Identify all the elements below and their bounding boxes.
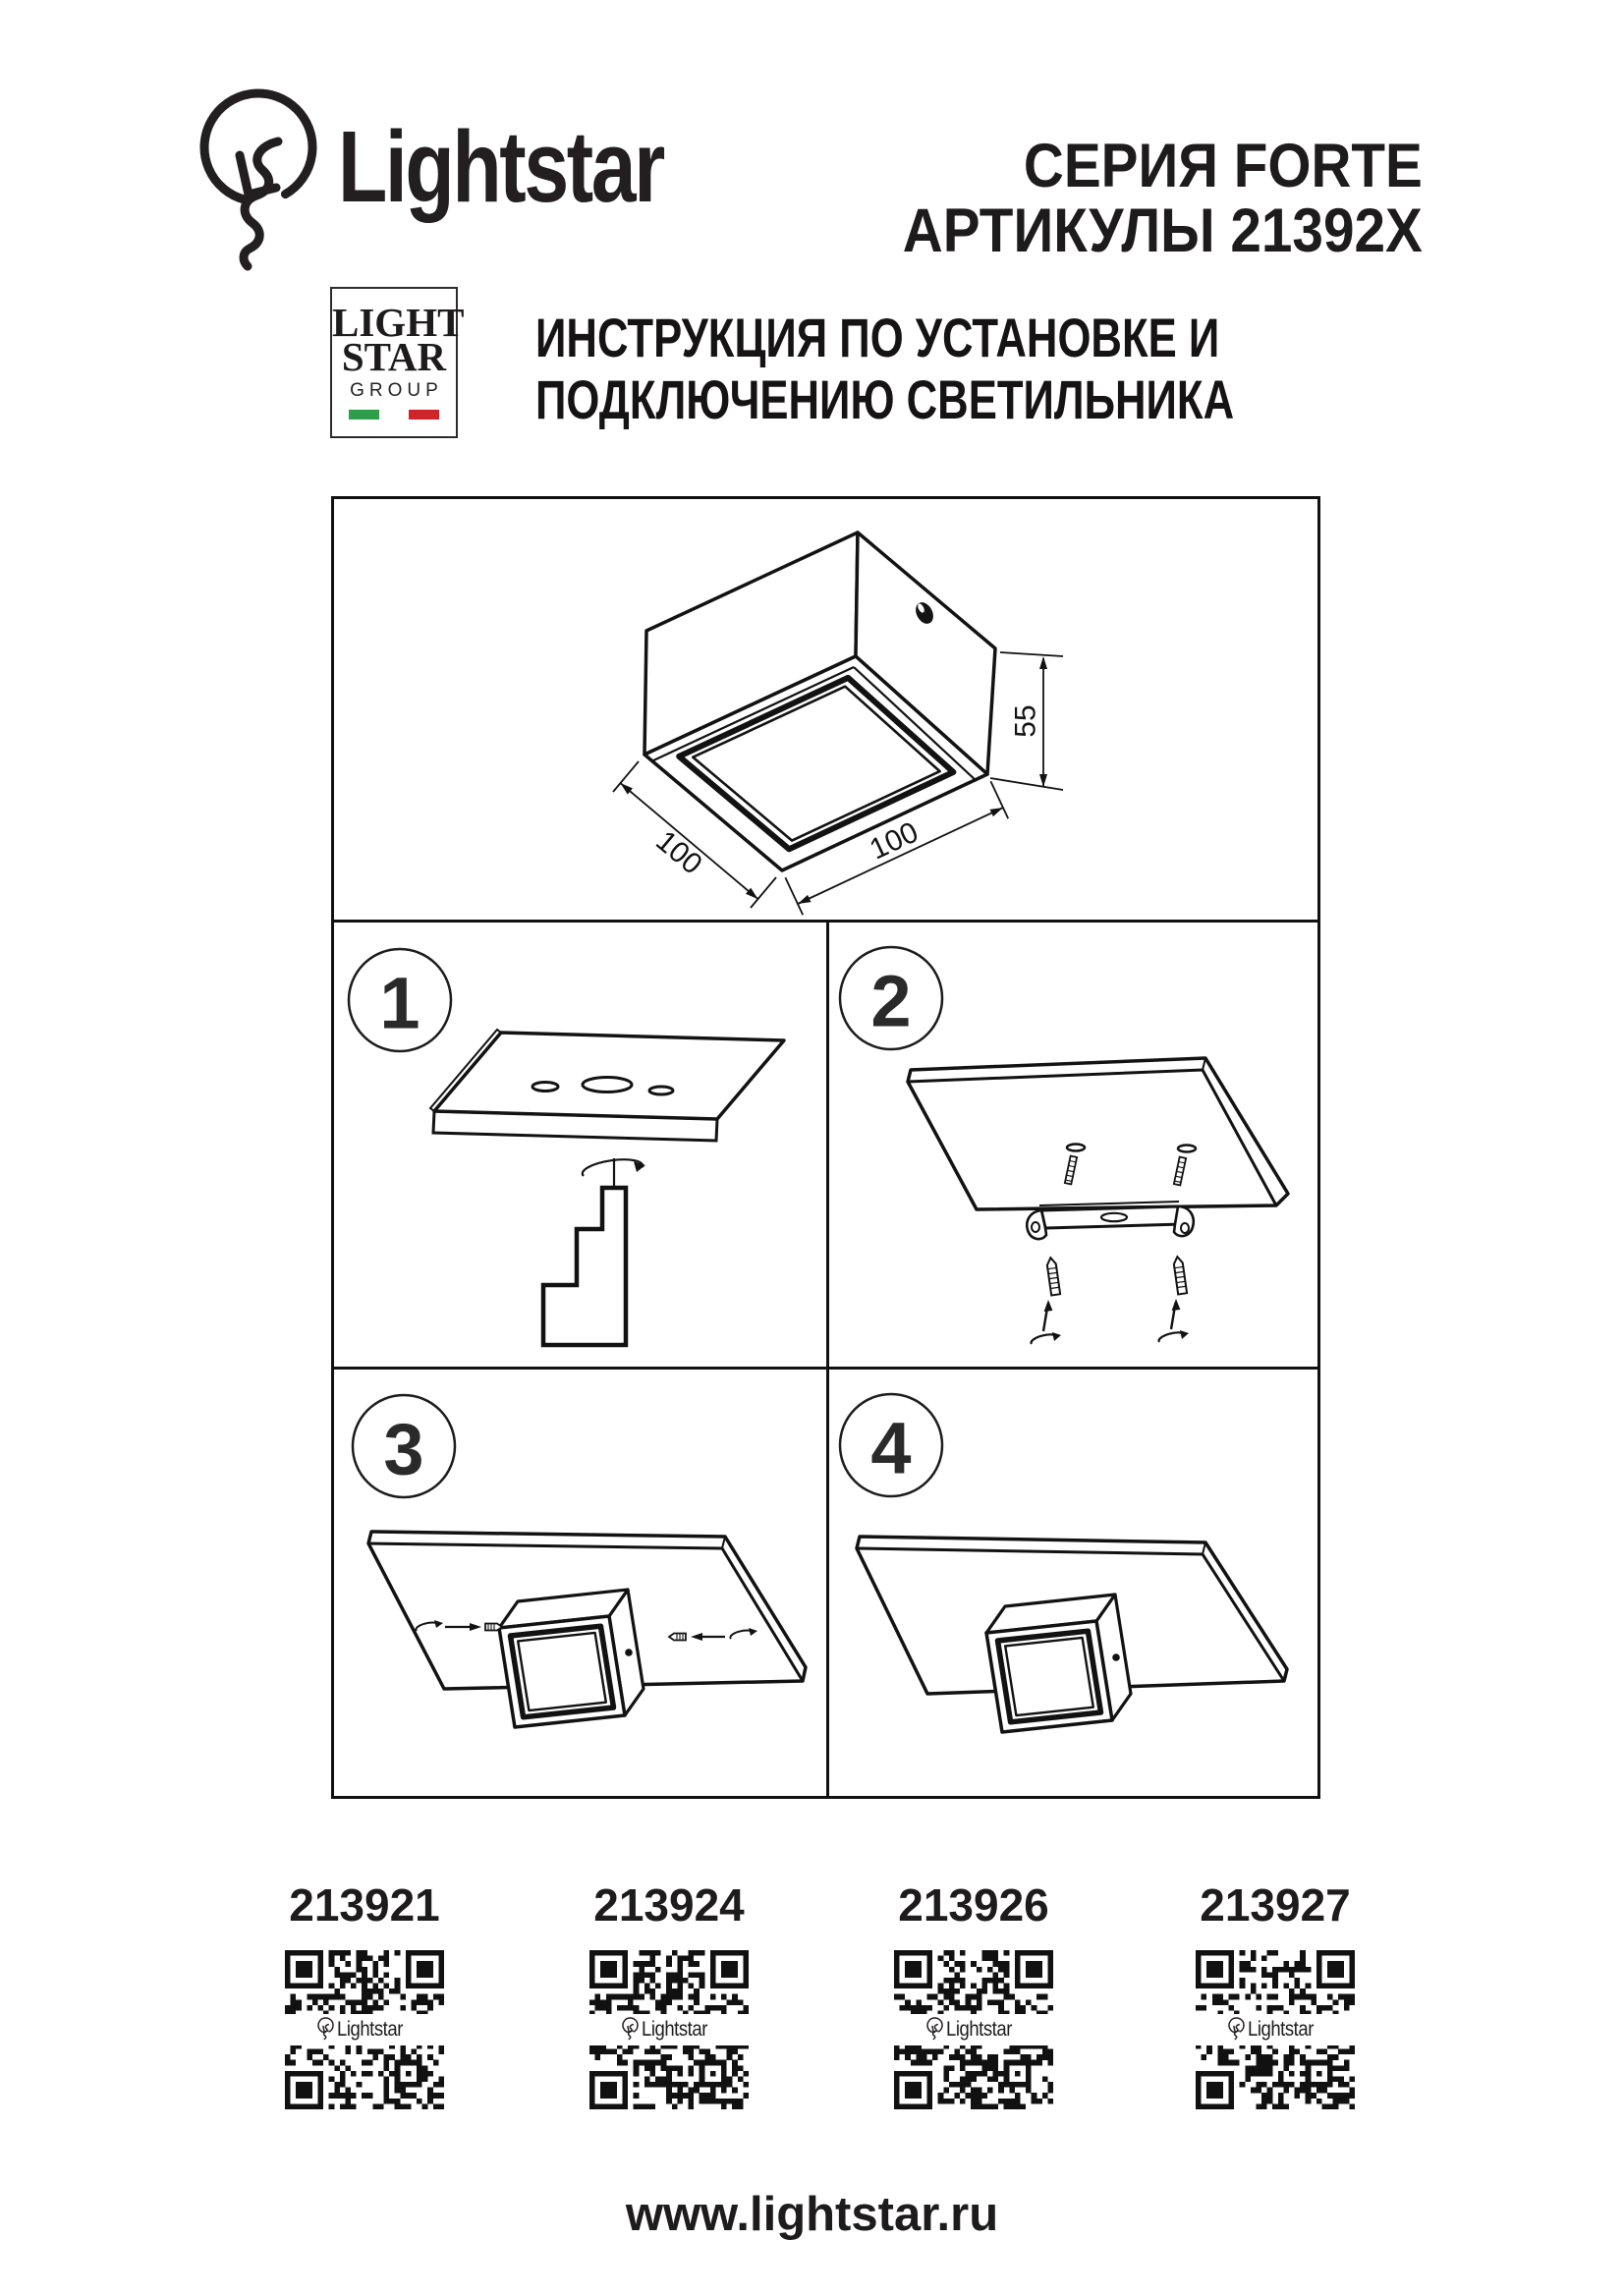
svg-text:3: 3 (383, 1408, 424, 1490)
lightstar-group-badge (330, 287, 465, 438)
step-1-drawing (334, 923, 826, 1367)
article-number: 213927 (1200, 1879, 1351, 1931)
qr-logo-band: Lightstar (589, 2014, 749, 2045)
step-badge (840, 947, 942, 1049)
step-badge (349, 949, 451, 1051)
group-badge-star: STAR (341, 334, 447, 379)
drill-hole (532, 1083, 558, 1092)
step-2-drawing (829, 923, 1317, 1367)
dim-depth-label: 100 (649, 824, 708, 881)
drill-bit-symbol (543, 1158, 645, 1345)
wire-hole (583, 1078, 632, 1092)
svg-text:1: 1 (379, 962, 420, 1044)
side-screw-hole (1112, 1653, 1120, 1661)
group-badge-light: LIGHT (332, 300, 465, 345)
ceiling-plate-drawing (908, 1058, 1288, 1209)
article-number: 213924 (593, 1879, 745, 1931)
lightstar-bulb-icon (199, 86, 317, 281)
lamp-cube-drawing (986, 1595, 1131, 1732)
article-qr-block (570, 1880, 768, 2109)
side-screw-hole (625, 1649, 633, 1656)
qr-logo-band: Lightstar (1196, 2014, 1355, 2045)
screw-direction-arrows (1032, 1299, 1189, 1344)
page-title (535, 307, 1234, 430)
svg-text:4: 4 (870, 1407, 912, 1489)
qr-logo-band: Lightstar (894, 2014, 1053, 2045)
step-3-drawing (334, 1370, 826, 1796)
lightstar-bulb-icon (926, 2017, 943, 2044)
step-badge (353, 1395, 455, 1497)
svg-text:2: 2 (870, 960, 912, 1042)
lightstar-bulb-icon (317, 2017, 334, 2044)
ceiling-plate-drawing (430, 1030, 784, 1141)
step-badge (840, 1394, 942, 1496)
group-badge-group: GROUP (350, 380, 443, 401)
step-4-drawing (829, 1370, 1317, 1796)
articles-title: АРТИКУЛЫ 21392X (902, 196, 1423, 265)
dim-height-label: 55 (1009, 704, 1042, 738)
qr-code-213926 (894, 1950, 1053, 2109)
title-line-1: ИНСТРУКЦИЯ ПО УСТАНОВКЕ И (535, 307, 1220, 368)
lightstar-wordmark: Lightstar (338, 110, 663, 223)
article-qr-block (265, 1880, 464, 2109)
article-qr-block (874, 1880, 1073, 2109)
diagram-frame (331, 496, 1320, 1799)
qr-code-213921 (285, 1950, 444, 2109)
drill-hole (649, 1087, 673, 1094)
qr-code-213924 (589, 1950, 749, 2109)
product-dimension-drawing (334, 499, 1317, 920)
article-qr-block (1176, 1880, 1374, 2109)
qr-logo-band: Lightstar (285, 2014, 444, 2045)
article-number: 213921 (289, 1879, 440, 1931)
dim-width-label: 100 (865, 815, 924, 867)
title-line-2: ПОДКЛЮЧЕНИЮ СВЕТИЛЬНИКА (535, 368, 1235, 430)
series-title: СЕРИЯ FORTE (1024, 132, 1423, 200)
lightstar-bulb-icon (622, 2017, 639, 2044)
qr-code-213927 (1196, 1950, 1355, 2109)
lamp-cube-drawing (499, 1590, 644, 1727)
article-number: 213926 (898, 1879, 1049, 1931)
header-series-block (903, 134, 1423, 263)
italian-flag-stripe (349, 410, 439, 420)
website-url: www.lightstar.ru (625, 2188, 999, 2241)
screws (1046, 1257, 1187, 1296)
lightstar-bulb-icon (1228, 2017, 1245, 2044)
